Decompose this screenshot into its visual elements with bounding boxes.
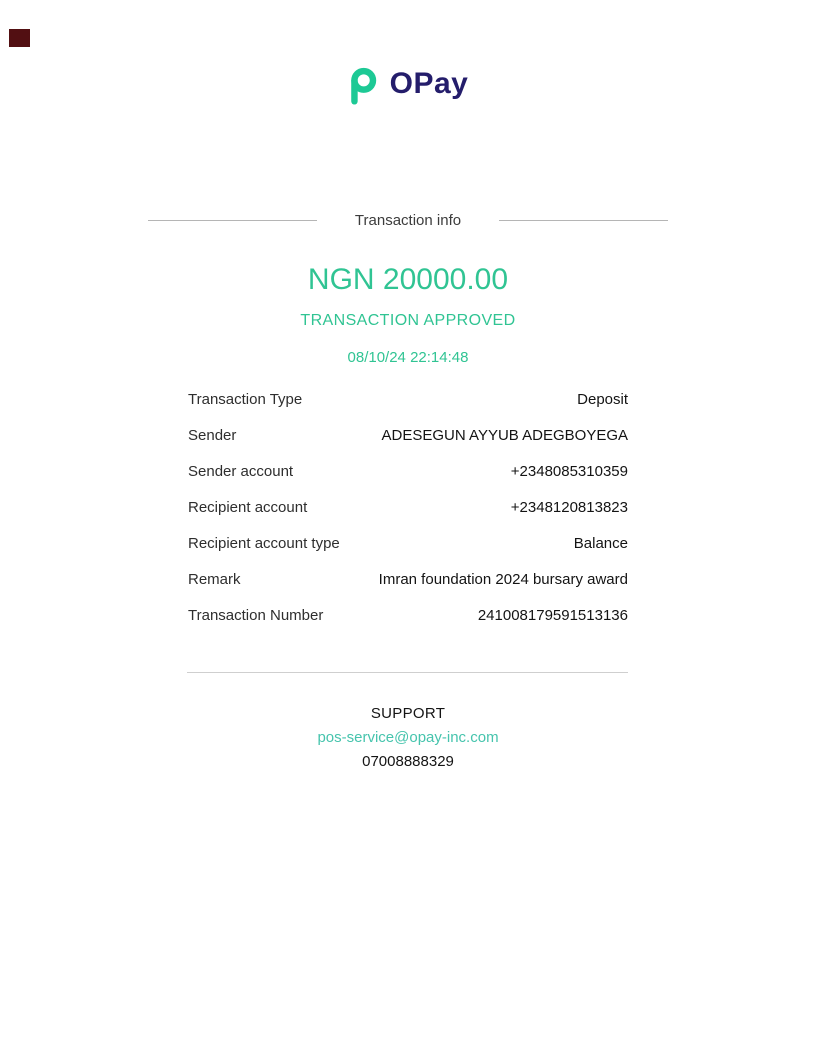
row-label: Recipient account type: [188, 534, 340, 552]
opay-wordmark: OPay: [389, 67, 469, 100]
row-value: ADESEGUN AYYUB ADEGBOYEGA: [381, 426, 628, 444]
row-label: Transaction Type: [188, 390, 303, 408]
row-label: Remark: [188, 570, 241, 588]
row-label: Recipient account: [188, 498, 308, 516]
row-label: Sender account: [188, 462, 294, 480]
opay-logo: [0, 62, 816, 106]
support-phone: 07008888329: [362, 753, 454, 770]
row-value: Balance: [573, 534, 628, 552]
row-value: +2348085310359: [510, 462, 628, 480]
table-row: [188, 489, 628, 525]
row-label: Sender: [188, 426, 237, 444]
support-email-link[interactable]: pos-service@opay-inc.com: [317, 729, 499, 746]
table-row: [188, 597, 628, 633]
row-value: +2348120813823: [510, 498, 628, 516]
row-value: 241008179591513136: [477, 606, 628, 624]
table-row: [188, 417, 628, 453]
opay-mark-icon: [348, 66, 377, 106]
table-row: [188, 525, 628, 561]
table-row: [188, 561, 628, 597]
support-section: [0, 706, 816, 770]
transaction-datetime: 08/10/24 22:14:48: [347, 349, 469, 366]
header-rule-left: [148, 220, 317, 221]
details-table: [188, 381, 628, 633]
corner-mark: [9, 29, 30, 47]
transaction-amount: NGN 20000.00: [307, 263, 509, 296]
transaction-status: TRANSACTION APPROVED: [300, 312, 516, 329]
support-title: SUPPORT: [370, 705, 446, 722]
footer-divider: [187, 672, 628, 673]
table-row: [188, 453, 628, 489]
row-label: Transaction Number: [188, 606, 324, 624]
section-header: [148, 211, 668, 229]
row-value: Imran foundation 2024 bursary award: [378, 570, 628, 588]
table-row: [188, 381, 628, 417]
header-rule-right: [499, 220, 668, 221]
section-title: Transaction info: [354, 211, 462, 229]
row-value: Deposit: [577, 390, 628, 408]
